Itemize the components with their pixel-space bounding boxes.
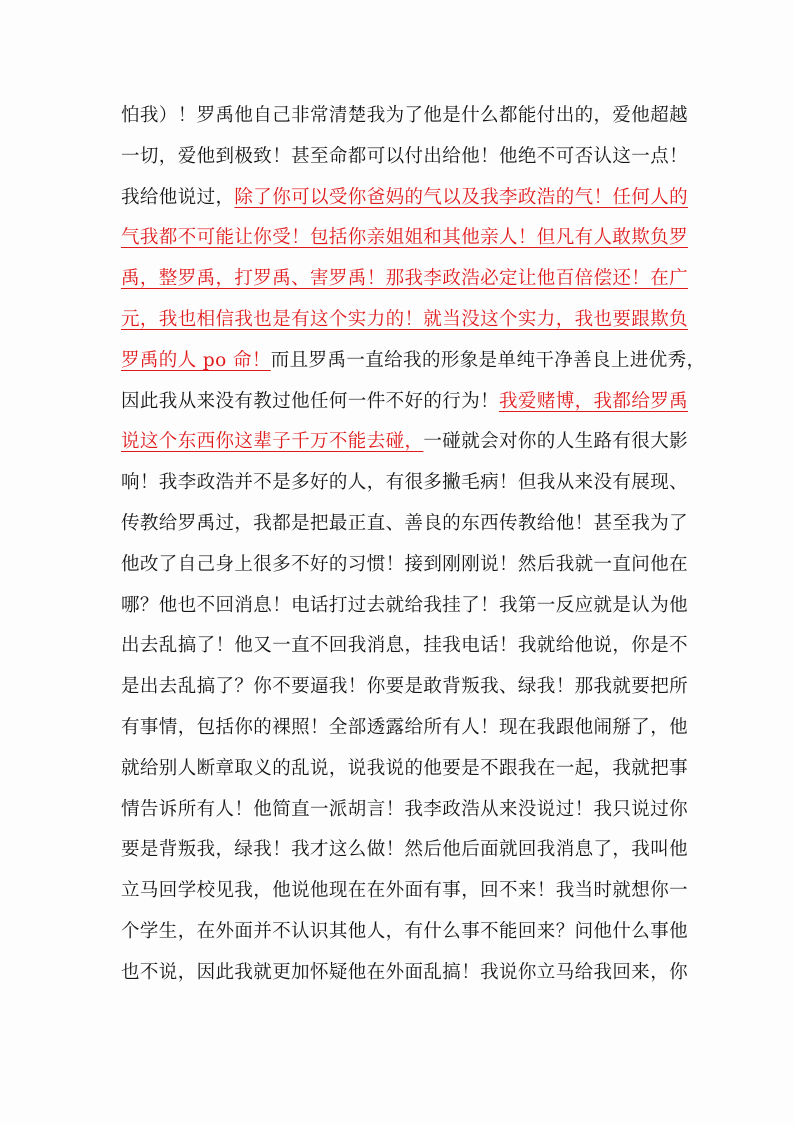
text-line (121, 463, 689, 504)
text-line (121, 341, 706, 382)
text-line (121, 953, 689, 994)
highlighted-text: 说这个东西你这辈子千万不能去碰， (121, 431, 424, 453)
text-segment: 就给别人断章取义的乱说，说我说的他要是不跟我在一起，我就把事 (121, 757, 689, 779)
text-segment: 一切，爱他到极致！甚至命都可以付出给他！他绝不可否认这一点！ (121, 145, 689, 167)
text-line (121, 300, 689, 341)
text-segment: 我给他说过， (121, 186, 235, 208)
text-segment: 是出去乱搞了？你不要逼我！你要是敢背叛我、绿我！那我就要把所 (121, 676, 689, 698)
text-segment: 情告诉所有人！他简直一派胡言！我李政浩从来没说过！我只说过你 (121, 798, 689, 820)
text-segment: 一碰就会对你的人生路有很大影 (423, 431, 689, 453)
text-line (121, 749, 689, 790)
body-text (121, 96, 706, 994)
highlighted-text: 除了你可以受你爸妈的气以及我李政浩的气！任何人的 (234, 186, 689, 208)
text-segment: 怕我）！罗禹他自己非常清楚我为了他是什么都能付出的，爱他超越 (121, 105, 689, 126)
text-line (121, 137, 689, 178)
text-line (121, 422, 689, 463)
text-segment: 个学生，在外面并不认识其他人，有什么事不能回来？问他什么事他 (121, 920, 689, 942)
text-segment: 而且罗禹一直给我的形象是单纯干净善良上进优秀， (270, 349, 706, 371)
highlighted-text: 罗禹的人 po 命！ (121, 349, 271, 371)
text-segment: 他改了自己身上很多不好的习惯！接到刚刚说！然后我就一直问他在 (121, 553, 689, 575)
text-line (121, 912, 689, 953)
text-segment: 哪？他也不回消息！电话打过去就给我挂了！我第一反应就是认为他 (121, 594, 689, 616)
text-segment: 立马回学校见我，他说他现在在外面有事，回不来！我当时就想你一 (121, 880, 689, 902)
text-line (121, 871, 689, 912)
text-line (121, 178, 689, 219)
text-segment: 传教给罗禹过，我都是把最正直、善良的东西传教给他！甚至我为了 (121, 512, 689, 534)
text-line (121, 586, 689, 627)
text-line (121, 667, 689, 708)
text-segment: 响！我李政浩并不是多好的人，有很多撇毛病！但我从来没有展现、 (121, 472, 689, 494)
highlighted-text: 气我都不可能让你受！包括你亲姐姐和其他亲人！但凡有人敢欺负罗 (121, 227, 689, 249)
text-line (121, 708, 689, 749)
text-line (121, 382, 689, 423)
text-line (121, 790, 689, 831)
text-line (121, 830, 689, 871)
text-segment: 有事情，包括你的裸照！全部透露给所有人！现在我跟他闹掰了，他 (121, 716, 689, 738)
text-segment: 也不说，因此我就更加怀疑他在外面乱搞！我说你立马给我回来，你 (121, 961, 689, 983)
text-line (121, 259, 689, 300)
highlighted-text: 我爱赌博，我都给罗禹 (499, 390, 689, 412)
text-line (121, 626, 689, 667)
text-line (121, 96, 689, 137)
text-segment: 因此我从来没有教过他任何一件不好的行为！ (121, 390, 500, 412)
text-segment: 出去乱搞了！他又一直不回我消息，挂我电话！我就给他说，你是不 (121, 635, 689, 657)
highlighted-text: 元，我也相信我也是有这个实力的！就当没这个实力，我也要跟欺负 (121, 308, 689, 330)
text-line (121, 545, 689, 586)
text-line (121, 504, 689, 545)
text-segment: 要是背叛我，绿我！我才这么做！然后他后面就回我消息了，我叫他 (121, 839, 689, 861)
text-line (121, 218, 689, 259)
highlighted-text: 禹，整罗禹，打罗禹、害罗禹！那我李政浩必定让他百倍偿还！在广 (121, 268, 689, 290)
